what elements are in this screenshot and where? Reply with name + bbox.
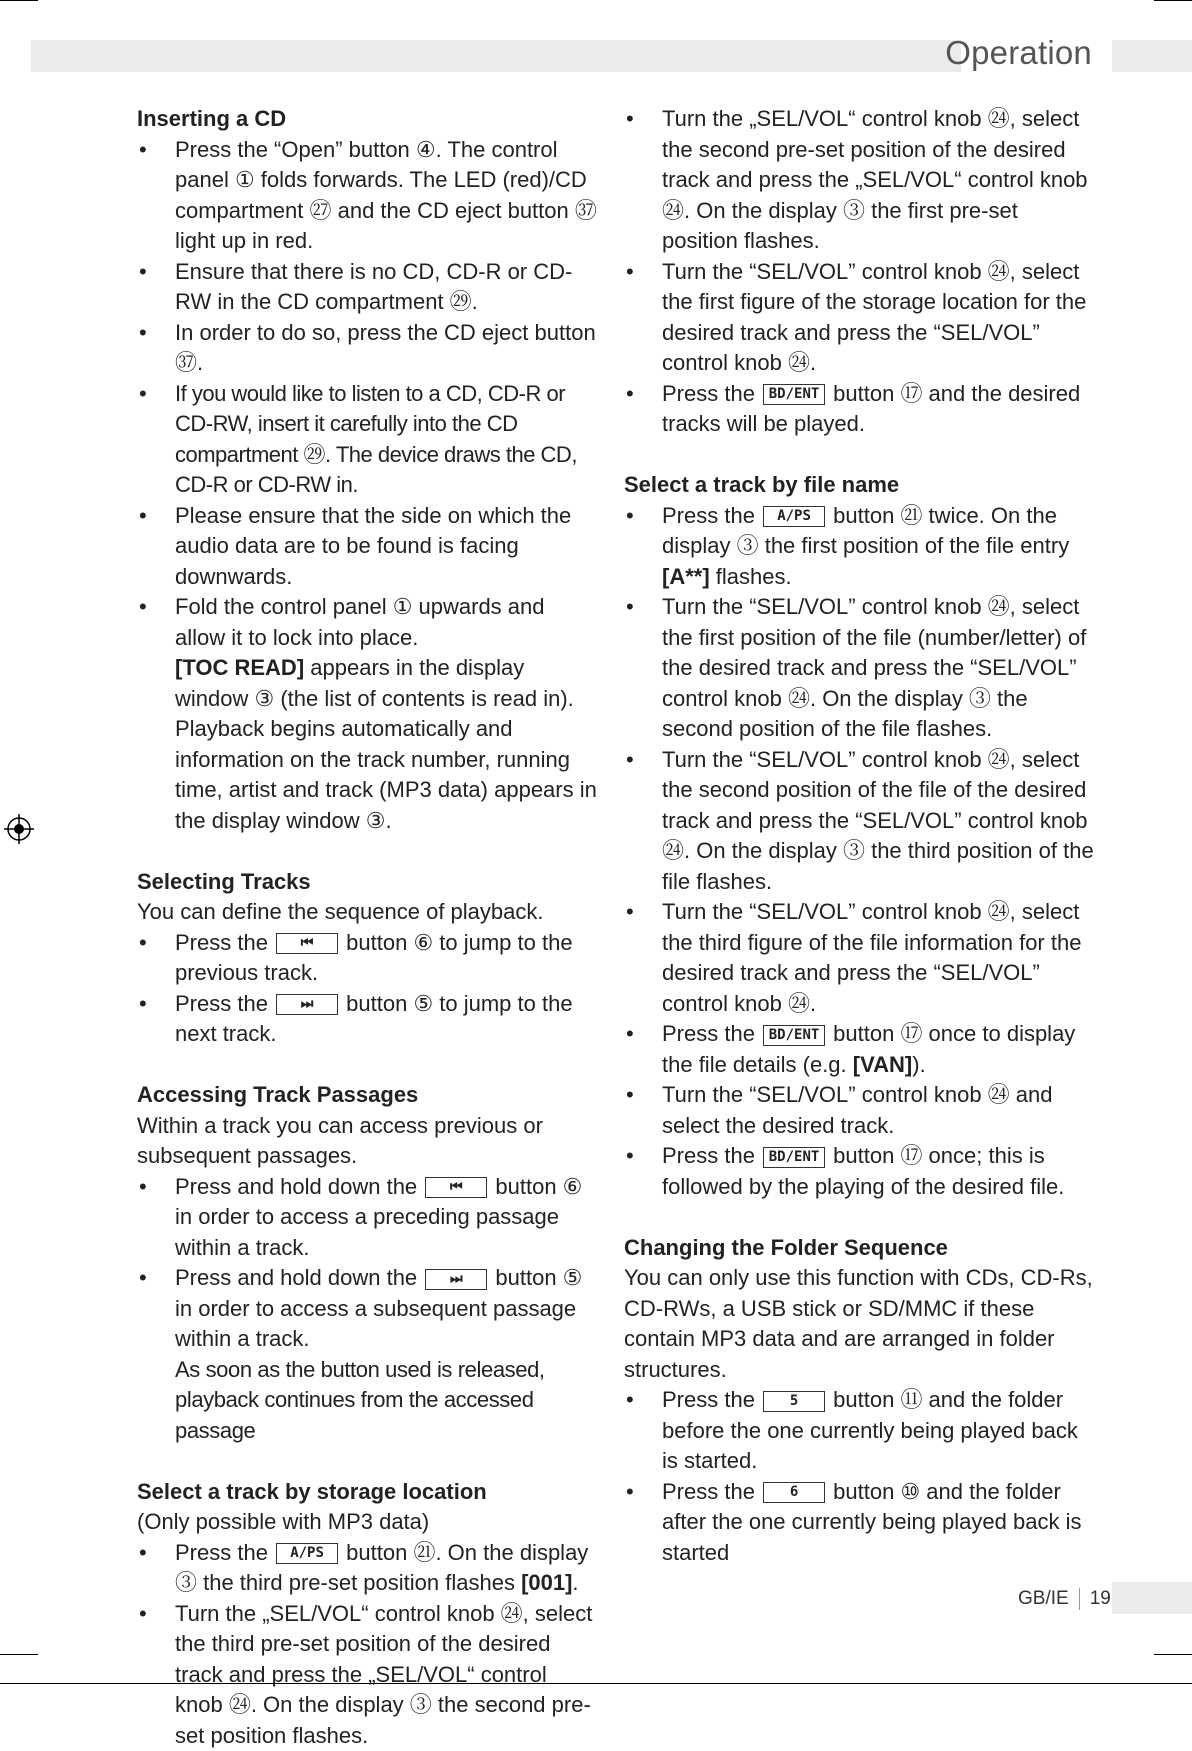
section-intro: You can only use this function with CDs, CD-Rs, CD-RWs, a USB stick or SD/MMC if these contain MP3 data and are arranged in folder structures. — [624, 1263, 1094, 1385]
list-item-text: flashes. — [710, 564, 792, 589]
skip-back-button-symbol: ⏮ — [425, 1177, 487, 1198]
header-band — [31, 40, 961, 72]
crop-mark — [0, 1654, 38, 1655]
section-title-selecting-tracks: Selecting Tracks — [137, 867, 597, 898]
list-item-text: button ⑰ once to display the file details (e.g. — [662, 1021, 1075, 1077]
section-intro: Within a track you can access previous or subsequent passages. — [137, 1111, 597, 1172]
display-message: [A**] — [662, 564, 710, 589]
bullet-list — [624, 501, 1094, 1203]
bullet-list — [137, 135, 597, 837]
list-item: • Turn the “SEL/VOL” control knob ㉔, select the first figure of the storage location for the desired track and press the “SEL/VOL” control knob ㉔. — [624, 257, 1094, 379]
section-title-storage-location: Select a track by storage location — [137, 1477, 597, 1508]
list-item: • Turn the “SEL/VOL” control knob ㉔ and select the desired track. — [624, 1080, 1094, 1141]
list-item — [624, 501, 1094, 593]
list-item — [624, 1477, 1094, 1569]
footer-separator — [1079, 1588, 1080, 1610]
list-item-text: Press the — [662, 1387, 761, 1412]
display-message: [TOC READ] — [175, 655, 304, 680]
bullet-list — [624, 104, 1094, 440]
list-item-text: button ⑤ in order to access a subsequent passage within a track. — [175, 1265, 582, 1351]
list-item-text: Press the — [662, 1143, 761, 1168]
section-title-accessing-passages: Accessing Track Passages — [137, 1080, 597, 1111]
list-item: • Turn the „SEL/VOL“ control knob ㉔, select the second pre-set position of the desired track and press the „SEL/VOL“ control knob ㉔. On the display ③ the first pre-set position flashes. — [624, 104, 1094, 257]
page-title: Operation — [945, 34, 1092, 72]
list-item — [624, 379, 1094, 440]
list-item-text: Press the — [662, 1021, 761, 1046]
list-item — [137, 1263, 597, 1355]
bullet-list — [137, 1538, 597, 1751]
list-item: • Press the “Open” button ④. The control panel ① folds forwards. The LED (red)/CD compartment ㉗ and the CD eject button ㊲ light up in red. — [137, 135, 597, 257]
section-intro: You can define the sequence of playback. — [137, 897, 597, 928]
bullet-list — [137, 1172, 597, 1355]
list-item-text: Press the — [662, 1479, 761, 1504]
list-item-text: button ㉑. On the display ③ the third pre-set position flashes — [175, 1540, 588, 1596]
list-item-text: Press the — [175, 930, 274, 955]
list-item-text: Press the — [662, 503, 761, 528]
list-item — [624, 1141, 1094, 1202]
list-item: • Turn the „SEL/VOL“ control knob ㉔, select the third pre-set position of the desired track and press the „SEL/VOL“ control knob ㉔. On the display ③ the second pre-set position flashes. — [137, 1599, 597, 1751]
list-item-text: button ⑤ to jump to the next track. — [175, 991, 573, 1047]
list-item — [137, 592, 597, 836]
bullet-list — [137, 928, 597, 1050]
list-item — [624, 1019, 1094, 1080]
list-item — [137, 989, 597, 1050]
list-item — [624, 1385, 1094, 1477]
left-column — [137, 104, 597, 1751]
bd-ent-button-symbol: BD/ENT — [763, 1025, 825, 1046]
section-title-file-name: Select a track by file name — [624, 470, 1094, 501]
skip-forward-button-symbol: ⏭ — [425, 1269, 487, 1290]
aps-button-symbol: A/PS — [276, 1543, 338, 1564]
display-message: [VAN] — [853, 1052, 912, 1077]
list-item: • Ensure that there is no CD, CD-R or CD-RW in the CD compartment ㉙. — [137, 257, 597, 318]
section-intro: (Only possible with MP3 data) — [137, 1507, 597, 1538]
list-item-text: . — [572, 1570, 578, 1595]
list-item — [137, 1172, 597, 1264]
note-text: As soon as the button used is released, playback continues from the accessed passage — [137, 1355, 597, 1447]
list-item-text: Press and hold down the — [175, 1174, 423, 1199]
list-item-text: button ⑰ once; this is followed by the playing of the desired file. — [662, 1143, 1064, 1199]
list-item: • In order to do so, press the CD eject button ㊲. — [137, 318, 597, 379]
skip-back-button-symbol: ⏮ — [276, 933, 338, 954]
button-5-symbol: 5 — [763, 1391, 825, 1412]
list-item-text: ). — [912, 1052, 925, 1077]
header-band-right — [1112, 40, 1192, 72]
list-item-text: button ㉑ twice. On the display ③ the first position of the file entry — [662, 503, 1069, 559]
list-item: • Turn the “SEL/VOL” control knob ㉔, select the first position of the file (number/letter) of the desired track and press the “SEL/VOL” control knob ㉔. On the display ③ the second position of the file flashes. — [624, 592, 1094, 745]
crop-mark — [1154, 0, 1192, 1]
list-item-text: button ⑥ to jump to the previous track. — [175, 930, 573, 986]
registration-mark-icon — [4, 814, 34, 844]
list-item-text: Fold the control panel ① upwards and allow it to lock into place. — [175, 594, 545, 650]
list-item — [137, 928, 597, 989]
right-column — [624, 104, 1094, 1568]
page-number: 19 — [1090, 1588, 1111, 1609]
list-item: • Turn the “SEL/VOL” control knob ㉔, select the second position of the file of the desired track and press the “SEL/VOL” control knob ㉔. On the display ③ the third position of the file flashes. — [624, 745, 1094, 898]
list-item: • If you would like to listen to a CD, CD-R or CD-RW, insert it carefully into the CD compartment ㉙. The device draws the CD, CD-R or CD-RW in. — [137, 379, 597, 501]
footer-region: GB/IE — [1018, 1588, 1069, 1609]
list-item-text: appears in the display window ③ (the list of contents is read in). Playback begins automatically and information on the track number, running time, artist and track (MP3 data) appears in the display window ③. — [175, 655, 597, 833]
list-item-text: button ⑩ and the folder after the one currently being played back is started — [662, 1479, 1081, 1565]
list-item-text: Press the — [175, 991, 274, 1016]
footer-band — [1112, 1582, 1192, 1614]
list-item-text: Press the — [662, 381, 761, 406]
display-message: [001] — [521, 1570, 572, 1595]
crop-mark — [0, 0, 38, 1]
list-item-text: Press the — [175, 1540, 274, 1565]
list-item — [137, 1538, 597, 1599]
page-footer — [1018, 1588, 1111, 1610]
crop-mark — [1154, 1654, 1192, 1655]
list-item-text: button ⑰ and the desired tracks will be played. — [662, 381, 1080, 437]
button-6-symbol: 6 — [763, 1482, 825, 1503]
list-item: • Please ensure that the side on which the audio data are to be found is facing downwards. — [137, 501, 597, 593]
section-title-inserting-cd: Inserting a CD — [137, 104, 597, 135]
list-item: • Turn the “SEL/VOL” control knob ㉔, select the third figure of the file information for the desired track and press the “SEL/VOL” control knob ㉔. — [624, 897, 1094, 1019]
list-item-text: button ⑥ in order to access a preceding passage within a track. — [175, 1174, 582, 1260]
list-item-text: Press and hold down the — [175, 1265, 423, 1290]
bd-ent-button-symbol: BD/ENT — [763, 384, 825, 405]
bd-ent-button-symbol: BD/ENT — [763, 1147, 825, 1168]
bullet-list — [624, 1385, 1094, 1568]
section-title-folder-sequence: Changing the Folder Sequence — [624, 1233, 1094, 1264]
list-item-text: button ⑪ and the folder before the one currently being played back is started. — [662, 1387, 1078, 1473]
aps-button-symbol: A/PS — [763, 506, 825, 527]
skip-forward-button-symbol: ⏭ — [276, 994, 338, 1015]
